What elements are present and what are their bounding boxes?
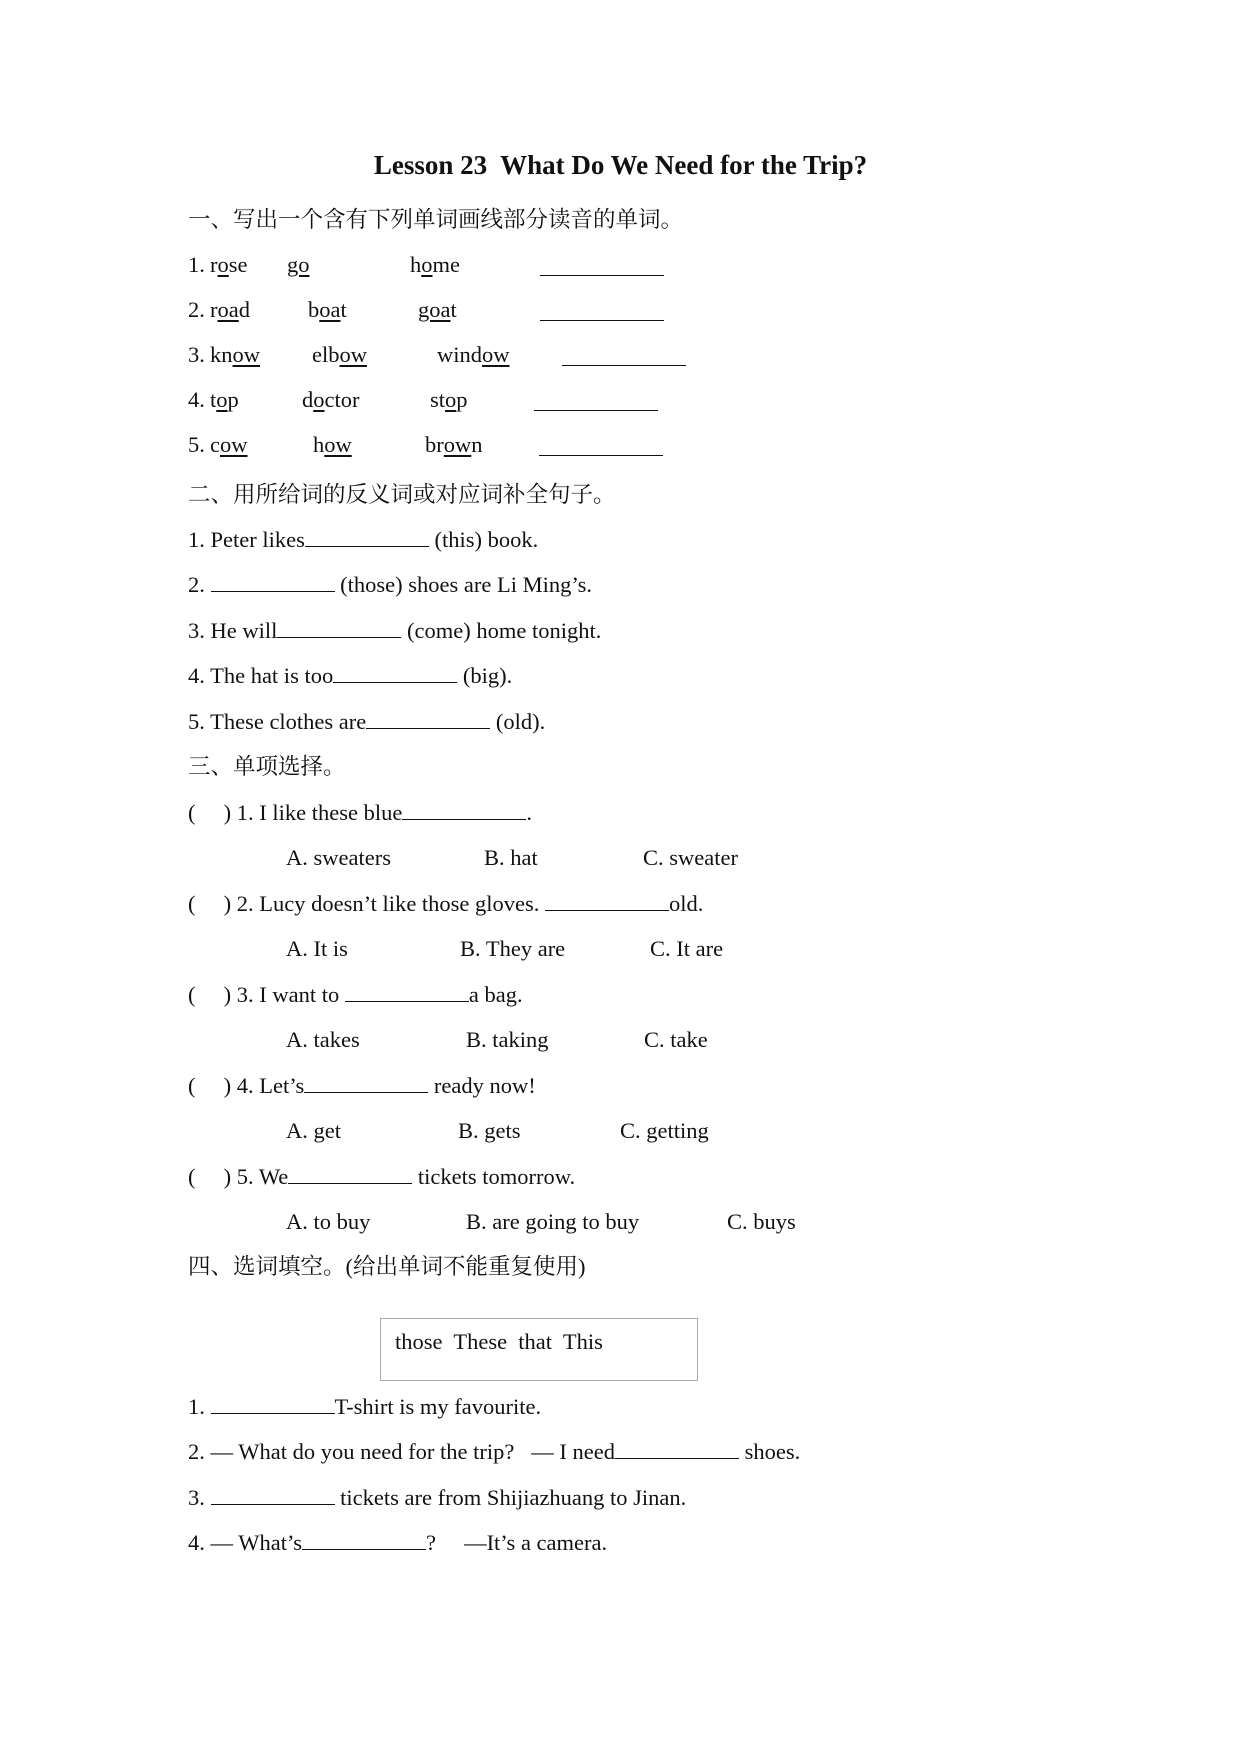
choice-option[interactable]: C. take <box>644 1027 708 1052</box>
choice-option[interactable]: C. sweater <box>643 845 738 870</box>
sentence-text: 1. <box>188 1394 211 1419</box>
underlined-letters: o <box>445 387 457 412</box>
answer-blank[interactable] <box>304 1072 428 1093</box>
word-part: h <box>313 432 325 457</box>
choice-option[interactable]: C. getting <box>620 1118 709 1143</box>
sentence <box>188 1483 686 1513</box>
word-part: n <box>471 432 483 457</box>
page-title: Lesson 23 What Do We Need for the Trip? <box>373 150 868 180</box>
underlined-letters: oa <box>319 297 341 322</box>
word-part: me <box>432 252 460 277</box>
answer-blank[interactable] <box>402 799 526 820</box>
sentence-text: T-shirt is my favourite. <box>334 1394 542 1419</box>
phonics-word <box>425 430 483 460</box>
row-number: 1. <box>188 252 205 277</box>
sentence-text: . <box>526 800 532 825</box>
word-part: wind <box>437 342 482 367</box>
underlined-letters: ow <box>324 432 352 457</box>
phonics-word <box>410 250 460 280</box>
sentence-text: old. <box>669 891 704 916</box>
sentence-text: 4. — What’s <box>188 1530 302 1555</box>
row-number: 4. <box>188 387 205 412</box>
choice-option[interactable]: C. buys <box>727 1209 796 1234</box>
word-part: br <box>425 432 444 457</box>
phonics-word <box>313 430 352 460</box>
answer-blank[interactable] <box>211 571 335 592</box>
answer-paren[interactable]: ( ) <box>188 891 237 916</box>
word-part: st <box>430 387 446 412</box>
underlined-letters: goa <box>418 297 451 322</box>
answer-blank[interactable] <box>305 526 429 547</box>
sentence <box>188 661 512 691</box>
underlined-letters: ow <box>220 432 248 457</box>
sentence <box>188 1437 800 1467</box>
answer-blank[interactable] <box>615 1438 739 1459</box>
answer-blank[interactable] <box>345 981 469 1002</box>
word-part: kn <box>210 342 233 367</box>
sentence-text: 2. — What do you need for the trip? — I need <box>188 1439 615 1464</box>
word-box-text: those These that This <box>395 1329 603 1354</box>
sentence <box>188 1392 541 1422</box>
word-part: r <box>210 252 218 277</box>
underlined-letters: o <box>421 252 433 277</box>
answer-blank[interactable] <box>534 410 658 411</box>
phonics-word <box>210 295 250 325</box>
sentence-text: ready now! <box>428 1073 536 1098</box>
answer-blank[interactable] <box>211 1484 335 1505</box>
answer-paren[interactable]: ( ) <box>188 800 237 825</box>
underlined-letters: o <box>313 387 325 412</box>
sentence <box>188 1528 607 1558</box>
underlined-letters: ow <box>339 342 367 367</box>
phonics-word <box>437 340 510 370</box>
choice-option[interactable]: B. gets <box>458 1118 521 1143</box>
sentence-text: ? —It’s a camera. <box>425 1530 608 1555</box>
phonics-word <box>312 340 367 370</box>
sentence <box>188 570 592 600</box>
sentence <box>188 1071 536 1101</box>
sentence <box>188 1162 575 1192</box>
underlined-letters: ow <box>232 342 260 367</box>
sentence-text: 1. I like these blue <box>236 800 403 825</box>
word-part: d <box>238 297 250 322</box>
sentence-text: 3. <box>188 1485 211 1510</box>
sentence <box>188 980 523 1010</box>
word-part: t <box>340 297 347 322</box>
answer-blank[interactable] <box>288 1163 412 1184</box>
section3-heading: 三、单项选择。 <box>188 754 346 779</box>
phonics-word <box>210 340 260 370</box>
sentence <box>188 707 545 737</box>
sentence-text: 2. Lucy doesn’t like those gloves. <box>236 891 546 916</box>
word-part: ctor <box>324 387 360 412</box>
answer-blank[interactable] <box>540 320 664 321</box>
word-part: p <box>456 387 468 412</box>
sentence-text: shoes. <box>738 1439 801 1464</box>
sentence-text: tickets tomorrow. <box>412 1164 576 1189</box>
answer-blank[interactable] <box>211 1393 335 1414</box>
answer-paren[interactable]: ( ) <box>188 1073 237 1098</box>
choice-option[interactable]: A. to buy <box>286 1209 371 1234</box>
answer-blank[interactable] <box>545 890 669 911</box>
word-part: p <box>227 387 239 412</box>
row-number: 3. <box>188 342 205 367</box>
choice-option[interactable]: B. taking <box>466 1027 549 1052</box>
phonics-word <box>308 295 347 325</box>
choice-option[interactable]: A. sweaters <box>286 845 391 870</box>
underlined-letters: ow <box>443 432 472 457</box>
word-part: t <box>450 297 457 322</box>
sentence-text: (come) home tonight. <box>401 618 602 643</box>
section1-heading: 一、写出一个含有下列单词画线部分读音的单词。 <box>188 207 684 232</box>
choice-option[interactable]: A. get <box>286 1118 341 1143</box>
phonics-word <box>210 430 248 460</box>
choice-option[interactable]: B. They are <box>460 936 566 961</box>
underlined-letters: o <box>216 387 228 412</box>
sentence-text: 5. We <box>236 1164 289 1189</box>
word-part: b <box>308 297 320 322</box>
sentence <box>188 889 703 919</box>
phonics-word <box>287 250 310 280</box>
phonics-word <box>418 295 457 325</box>
underlined-letters: o <box>217 252 229 277</box>
phonics-word <box>430 385 468 415</box>
sentence-text: 1. Peter likes <box>188 527 305 552</box>
section2-heading: 二、用所给词的反义词或对应词补全句子。 <box>188 482 616 507</box>
row-number: 5. <box>188 432 205 457</box>
sentence <box>188 525 538 555</box>
answer-blank[interactable] <box>366 708 490 729</box>
word-part: h <box>410 252 422 277</box>
word-part: d <box>302 387 314 412</box>
answer-blank[interactable] <box>333 662 457 683</box>
sentence-text: 3. He will <box>188 618 278 643</box>
sentence-text: (big). <box>457 663 513 688</box>
sentence-text: tickets are from Shijiazhuang to Jinan. <box>334 1485 687 1510</box>
sentence-text: (old). <box>490 709 546 734</box>
answer-blank[interactable] <box>540 275 664 276</box>
row-number: 2. <box>188 297 205 322</box>
phonics-word <box>210 385 239 415</box>
choice-option[interactable]: B. hat <box>484 845 538 870</box>
section4-heading: 四、选词填空。(给出单词不能重复使用) <box>188 1254 586 1279</box>
word-part: r <box>210 297 218 322</box>
underlined-letters: go <box>287 252 310 277</box>
phonics-word <box>302 385 359 415</box>
underlined-letters: oa <box>217 297 239 322</box>
answer-blank[interactable] <box>562 365 686 366</box>
sentence-text: 3. I want to <box>236 982 345 1007</box>
answer-paren[interactable]: ( ) <box>188 1164 237 1189</box>
sentence-text: 4. The hat is too <box>188 663 334 688</box>
choice-option[interactable]: B. are going to buy <box>466 1209 640 1234</box>
underlined-letters: ow <box>482 342 510 367</box>
sentence <box>188 616 601 646</box>
answer-blank[interactable] <box>302 1529 426 1550</box>
answer-blank[interactable] <box>539 455 663 456</box>
sentence-text: (this) book. <box>428 527 539 552</box>
choice-option[interactable]: A. takes <box>286 1027 360 1052</box>
sentence-text: a bag. <box>468 982 523 1007</box>
word-part: se <box>228 252 248 277</box>
sentence-text: (those) shoes are Li Ming’s. <box>334 572 592 597</box>
word-part: c <box>210 432 220 457</box>
sentence <box>188 798 532 828</box>
phonics-word <box>210 250 248 280</box>
answer-blank[interactable] <box>277 617 401 638</box>
choice-option[interactable]: A. It is <box>286 936 348 961</box>
choice-option[interactable]: C. It are <box>650 936 724 961</box>
sentence-text: 2. <box>188 572 211 597</box>
word-box <box>380 1318 698 1381</box>
word-part: elb <box>312 342 340 367</box>
answer-paren[interactable]: ( ) <box>188 982 237 1007</box>
word-part: t <box>210 387 217 412</box>
sentence-text: 4. Let’s <box>236 1073 305 1098</box>
sentence-text: 5. These clothes are <box>188 709 367 734</box>
